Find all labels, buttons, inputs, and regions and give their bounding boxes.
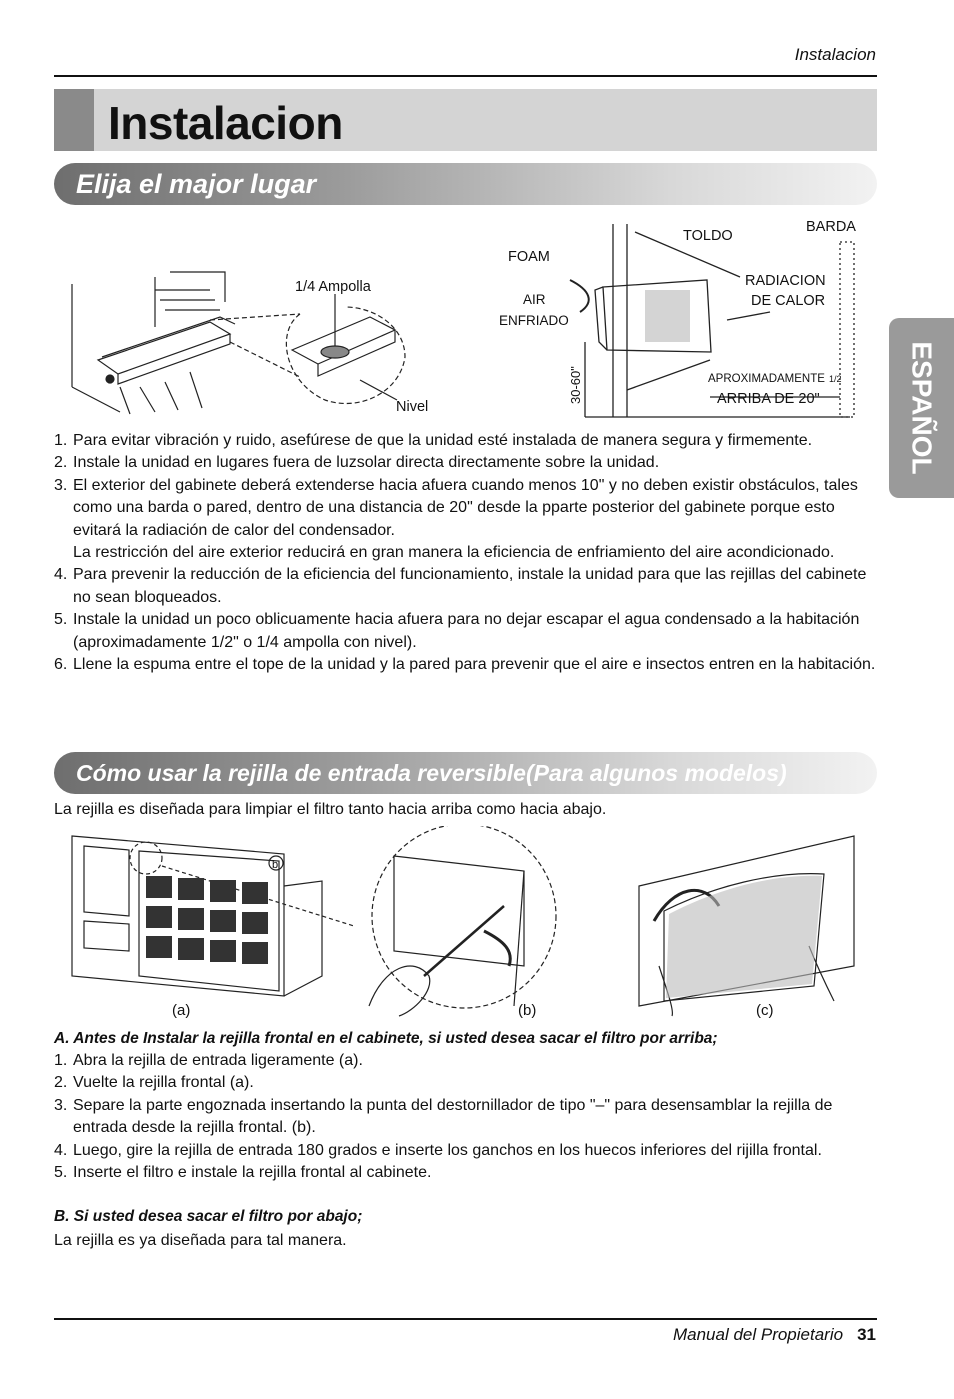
section-title: Cómo usar la rejilla de entrada reversible(Para algunos modelos)	[76, 760, 787, 786]
foam-label: FOAM	[508, 249, 550, 265]
arriba-label: ARRIBA DE 20"	[717, 391, 820, 407]
language-tab	[889, 318, 954, 498]
list-item: 6. Llene la espuma entre el tope de la unidad y la pared para prevenir que el aire e insectos entren en la habitación.	[54, 656, 876, 674]
footer	[0, 1325, 876, 1345]
list-item: 2. Instale la unidad en lugares fuera de luzsolar directa directamente sobre la unidad.	[54, 454, 660, 472]
grille-intro: La rejilla es diseñada para limpiar el filtro tanto hacia arriba como hacia abajo.	[54, 801, 607, 818]
height-label: 30-60"	[568, 366, 583, 404]
list-item: 5. Inserte el filtro e instale la rejilla frontal al cabinete.	[54, 1164, 432, 1182]
subsection-b-text: La rejilla es ya diseñada para tal manera.	[54, 1232, 347, 1249]
page-number: 31	[857, 1325, 876, 1344]
running-header: Instalacion	[794, 45, 876, 64]
figure-callout-b: b	[272, 859, 279, 871]
toldo-label: TOLDO	[683, 228, 733, 244]
list-item: 3. El exterior del gabinete deberá extenderse hacia afuera cuando menos 10" y no deben existir obstáculos, tales como una barda o pared, dentro de una distancia de 20" desde la pparte posterior del gabinete porque esto evitará la radiación de calor del condensador. La restricción del aire exterior reducirá en gran manera la eficiencia de enfriamiento del aire acondicionado.	[54, 476, 858, 562]
ampolla-label: 1/4 Ampolla	[295, 279, 371, 295]
figure-label-c: (c)	[756, 1002, 774, 1019]
list-item: 2. Vuelte la rejilla frontal (a).	[54, 1074, 254, 1092]
list-item: 4. Para prevenir la reducción de la eficiencia del funcionamiento, instale la unidad para que las rejillas del cabinete no sean bloqueados.	[54, 566, 867, 606]
figure-label-a: (a)	[172, 1002, 191, 1019]
footer-rule	[54, 1318, 877, 1320]
nivel-label: Nivel	[396, 399, 429, 415]
aproximadamente-label: APROXIMADAMENTE	[708, 373, 825, 385]
list-item: 4. Luego, gire la rejilla de entrada 180 grados e inserte los ganchos en los huecos inferiores del rijilla frontal.	[54, 1141, 822, 1159]
radiacion-label: RADIACION	[745, 273, 826, 289]
calor-label: DE CALOR	[751, 293, 826, 309]
page-title: Instalacion	[108, 97, 343, 149]
subsection-a-heading: A. Antes de Instalar la rejilla frontal en el cabinete, si usted desea sacar el filtro por arriba;	[54, 1030, 718, 1047]
list-item: 3. Separe la parte engoznada insertando la punta del destornillador de tipo "–" para desensamblar la rejilla de entrada desde la rejilla frontal. (b).	[54, 1096, 833, 1137]
language-tab-label: ESPAÑOL	[906, 341, 938, 475]
subsection-a-list	[54, 1050, 884, 1184]
barda-label: BARDA	[806, 219, 856, 235]
reversible-grille-figure	[54, 826, 877, 1026]
section-title: Elija el major lugar	[76, 169, 317, 199]
section-heading-bar	[54, 163, 877, 205]
side-view-clearance-figure	[495, 212, 875, 422]
list-item: 1. Abra la rejilla de entrada ligeramente (a).	[54, 1052, 363, 1069]
section-heading-bar	[54, 752, 877, 794]
title-accent-block	[54, 89, 94, 151]
subsection-b-heading: B. Si usted desea sacar el filtro por abajo;	[54, 1208, 363, 1225]
enfriado-label: ENFRIADO	[499, 313, 569, 328]
header-rule	[54, 75, 877, 77]
air-label: AIR	[523, 292, 546, 307]
half-inch-label: 1/2	[829, 374, 842, 384]
list-item: 5. Instale la unidad un poco oblicuamente hacia afuera para no dejar escapar el agua condensado a la habitación (aproximadamente 1/2" o 1/4 ampolla con nivel).	[54, 611, 860, 651]
list-item: 1. Para evitar vibración y ruido, asefúrese de que la unidad esté instalada de manera segura y firmemente.	[54, 432, 813, 449]
figure-label-b: (b)	[518, 1002, 537, 1019]
level-installation-figure	[60, 262, 450, 422]
footer-label: Manual del Propietario	[672, 1325, 844, 1344]
placement-instructions-list	[54, 430, 884, 676]
